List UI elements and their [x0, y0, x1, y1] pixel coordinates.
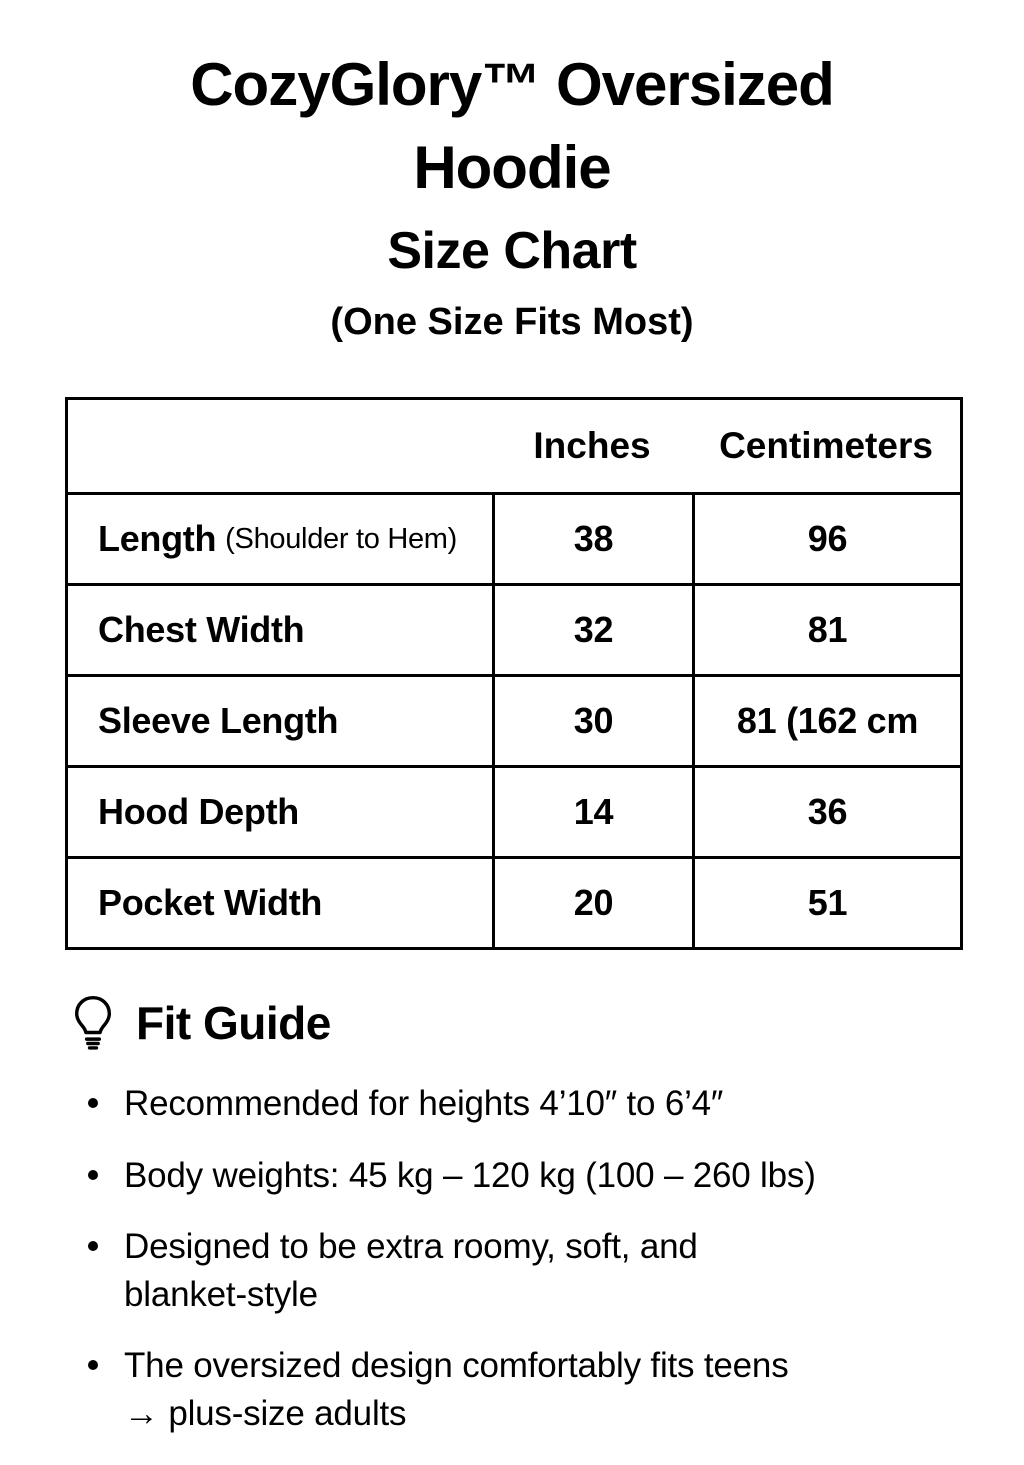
size-table-header-row	[68, 400, 960, 492]
inches-column-header: Inches	[533, 425, 651, 466]
product-title-line-1: CozyGlory™ Oversized	[190, 51, 834, 118]
measurement-label: Hood Depth	[98, 791, 299, 832]
measurement-label: Chest Width	[98, 609, 305, 650]
centimeters-value: 81 (162 cm	[692, 677, 960, 765]
measurement-label: Length	[98, 518, 217, 559]
measurement-label-cell	[68, 495, 492, 583]
page-header	[0, 0, 1024, 345]
table-row-hood-depth	[68, 765, 960, 856]
size-chart-heading: Size Chart	[387, 221, 637, 280]
fit-guide-section	[70, 992, 970, 1462]
inches-value: 32	[492, 586, 692, 674]
product-title-line-2: Hoodie	[413, 133, 611, 201]
bullet-dot	[88, 1098, 98, 1108]
bullet-text	[124, 1080, 723, 1128]
bullet-text	[124, 1342, 789, 1437]
measurement-label-cell	[68, 677, 492, 765]
list-item-roomy	[70, 1223, 970, 1318]
bullet-line: blanket-style	[124, 1274, 318, 1314]
corner-cell	[68, 400, 492, 492]
centimeters-value: 96	[692, 495, 960, 583]
table-row-length	[68, 492, 960, 583]
fit-guide-header	[70, 992, 970, 1054]
list-item-heights	[70, 1080, 970, 1128]
inches-value: 38	[492, 495, 692, 583]
bullet-line: → plus-size adults	[124, 1393, 407, 1433]
bullet-line: Designed to be extra roomy, soft, and	[124, 1227, 698, 1267]
measurement-label: Sleeve Length	[98, 700, 339, 741]
lightbulb-icon	[70, 992, 116, 1054]
centimeters-value: 36	[692, 768, 960, 856]
measurement-label-cell	[68, 586, 492, 674]
measurement-label: Pocket Width	[98, 882, 323, 923]
bullet-text	[124, 1152, 816, 1200]
bullet-dot	[88, 1170, 98, 1180]
one-size-note: (One Size Fits Most)	[330, 301, 694, 344]
bullet-text	[124, 1223, 698, 1318]
fit-guide-list	[70, 1080, 970, 1438]
centimeters-value: 51	[692, 859, 960, 947]
table-row-chest-width	[68, 583, 960, 674]
inches-value: 14	[492, 768, 692, 856]
inches-value: 30	[492, 677, 692, 765]
centimeters-value: 81	[692, 586, 960, 674]
bullet-line: Recommended for heights 4’10″ to 6’4″	[124, 1084, 724, 1123]
measurement-label-cell	[68, 768, 492, 856]
list-item-weights	[70, 1152, 970, 1200]
product-title	[0, 44, 1024, 210]
table-row-sleeve-length	[68, 674, 960, 765]
measurement-label-cell	[68, 859, 492, 947]
bullet-dot	[88, 1360, 98, 1370]
size-table	[65, 397, 963, 950]
bullet-line: Body weights: 45 kg – 120 kg (100 – 260 lbs)	[124, 1155, 816, 1195]
inches-value: 20	[492, 859, 692, 947]
centimeters-column-header: Centimeters	[719, 425, 933, 466]
list-item-oversized-fit	[70, 1342, 970, 1437]
bullet-line: The oversized design comfortably fits teens	[124, 1346, 789, 1386]
fit-guide-heading: Fit Guide	[136, 997, 331, 1049]
bullet-dot	[88, 1241, 98, 1251]
measurement-label-note: (Shoulder to Hem)	[225, 522, 457, 555]
table-row-pocket-width	[68, 856, 960, 947]
